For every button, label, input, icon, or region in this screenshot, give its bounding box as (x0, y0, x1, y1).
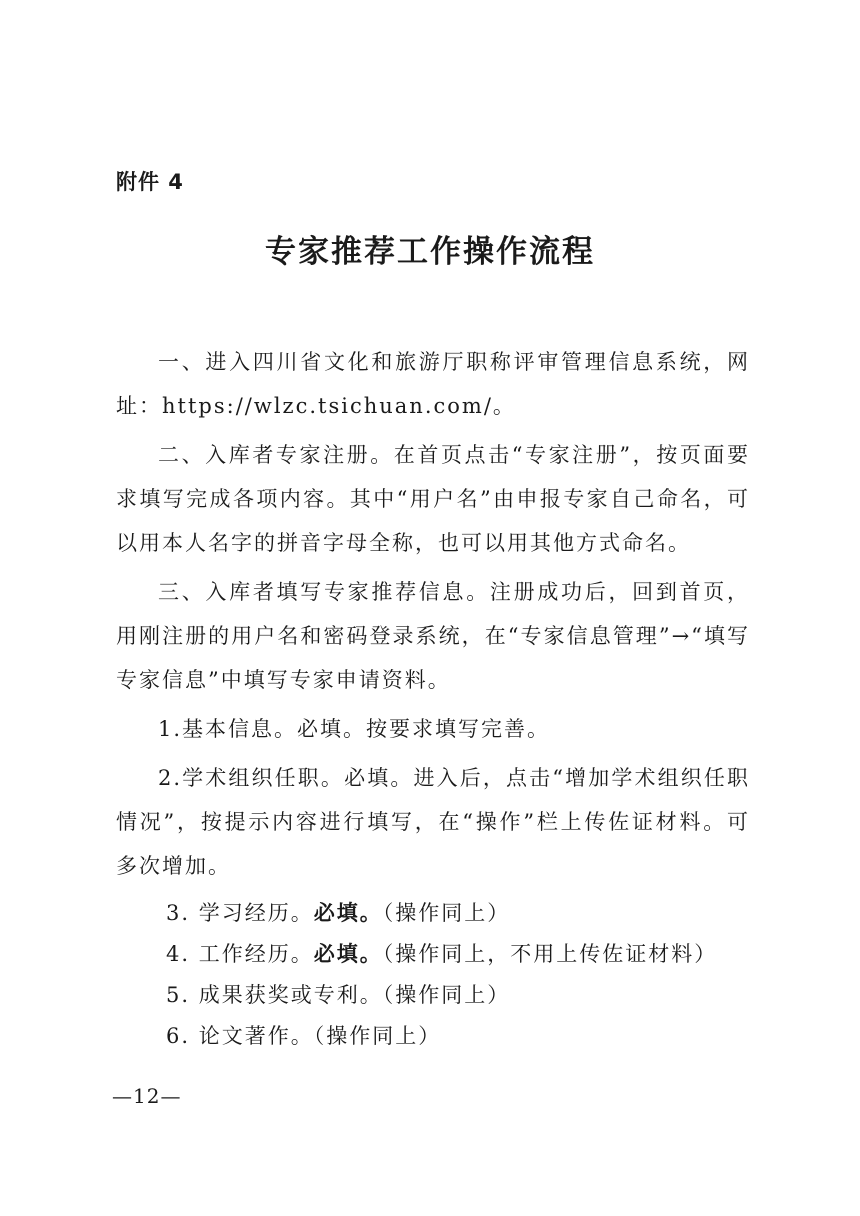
document-body (116, 340, 750, 1057)
list-item-note: （操作同上） (382, 901, 511, 925)
list-item-required: 必填。 (313, 901, 383, 925)
list-item-text: 6. 论文著作。（操作同上） (166, 1024, 442, 1048)
paragraph-basic-info: 1.基本信息。必填。按要求填写完善。 (158, 717, 551, 741)
paragraph-academic-positions: 2.学术组织任职。必填。进入后，点击“增加学术组织任职情况”，按提示内容进行填写，在“操作”栏上传佐证材料。可多次增加。 (116, 766, 750, 878)
list-item-required: 必填。 (313, 942, 383, 966)
list-item-papers-works (116, 1016, 750, 1057)
attachment-label: 附件 4 (116, 170, 184, 194)
paragraph-step-2: 二、入库者专家注册。在首页点击“专家注册”，按页面要求填写完成各项内容。其中“用户名”由申报专家自己命名，可以用本人名字的拼音字母全称，也可以用其他方式命名。 (116, 443, 750, 555)
list-item-study-experience (116, 893, 750, 934)
page-number: —12— (112, 1084, 182, 1108)
list-item-note: （操作同上，不用上传佐证材料） (382, 942, 718, 966)
list-item-awards-patents (116, 975, 750, 1016)
list-item-work-experience (116, 934, 750, 975)
document-title: 专家推荐工作操作流程 (265, 234, 595, 270)
list-item-text: 3. 学习经历。 (166, 901, 314, 925)
item-list (116, 893, 750, 1057)
list-item-text: 4. 工作经历。 (166, 942, 314, 966)
paragraph-step-3: 三、入库者填写专家推荐信息。注册成功后，回到首页，用刚注册的用户名和密码登录系统，在“专家信息管理”→“填写专家信息”中填写专家申请资料。 (116, 580, 750, 692)
list-item-text: 5. 成果获奖或专利。（操作同上） (166, 983, 511, 1007)
paragraph-step-1: 一、进入四川省文化和旅游厅职称评审管理信息系统，网址：https://wlzc.tsichuan.com/。 (116, 350, 750, 418)
